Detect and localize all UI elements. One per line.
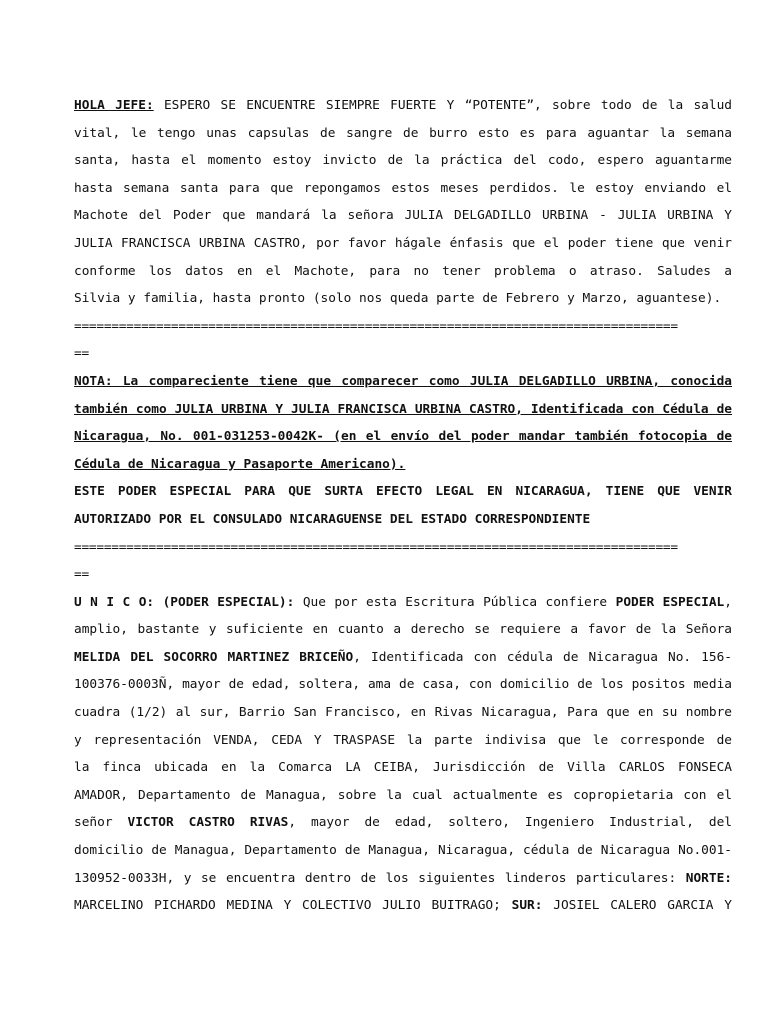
poder-line-11: [74, 865, 732, 893]
separator-tail: ==: [74, 567, 89, 583]
separator-tail: ==: [74, 346, 89, 362]
poder-line-1-text: Que por esta Escritura Pública confiere: [294, 594, 616, 610]
letter-line-6: JULIA FRANCISCA URBINA CASTRO, por favor hágale énfasis que el poder tiene que venir: [74, 235, 732, 251]
document-page: [74, 92, 732, 920]
letter-line-4: hasta semana santa para que repongamos estos meses perdidos. le estoy enviando el: [74, 180, 732, 196]
letter-line-1-text: ESPERO SE ENCUENTRE SIEMPRE FUERTE Y “POTENTE”, sobre todo de la salud: [153, 98, 732, 113]
nota-line-1: NOTA: La compareciente tiene que comparecer como JULIA DELGADILLO URBINA, conocida: [74, 373, 732, 389]
poder-line-10: domicilio de Managua, Departamento de Managua, Nicaragua, cédula de Nicaragua No.001-: [74, 843, 732, 859]
poder-line-9-text: señor: [74, 815, 128, 831]
letter-line-8: Silvia y familia, hasta pronto (solo nos queda parte de Febrero y Marzo, aguantese).: [74, 291, 722, 307]
norte-label: NORTE:: [685, 870, 732, 886]
victor-name: VICTOR CASTRO RIVAS: [127, 815, 289, 831]
separator-line: =================================================================================: [74, 318, 678, 334]
nota-line-2: también como JULIA URBINA Y JULIA FRANCISCA URBINA CASTRO, Identificada con Cédula de: [74, 401, 732, 417]
poder-line-1: [74, 589, 732, 617]
nota-warning-line-1: ESTE PODER ESPECIAL PARA QUE SURTA EFECTO LEGAL EN NICARAGUA, TIENE QUE VENIR: [74, 484, 732, 500]
nota-section: [74, 368, 732, 534]
poder-heading: U N I C O: (PODER ESPECIAL):: [74, 594, 295, 610]
poder-line-12-text: MARCELINO PICHARDO MEDINA Y COLECTIVO JULIO BUITRAGO;: [74, 898, 512, 914]
poder-section: [74, 589, 732, 920]
separator-line: =================================================================================: [74, 539, 678, 555]
poder-line-3-text: , Identificada con cédula de Nicaragua No. 156-: [353, 649, 732, 665]
poder-line-1-end: ,: [724, 594, 732, 610]
melida-name: MELIDA DEL SOCORRO MARTINEZ BRICEÑO: [74, 649, 354, 665]
poder-line-7: la finca ubicada en la Comarca LA CEIBA, Jurisdicción de Villa CARLOS FONSECA: [74, 760, 732, 776]
poder-line-12: [74, 892, 732, 920]
letter-greeting: HOLA JEFE:: [74, 98, 154, 113]
poder-line-6: y representación VENDA, CEDA Y TRASPASE la parte indivisa que le corresponde de: [74, 732, 732, 748]
poder-line-11-text: 130952-0033H, y se encuentra dentro de los siguientes linderos particulares:: [74, 870, 686, 886]
letter-line-5: Machote del Poder que mandará la señora JULIA DELGADILLO URBINA - JULIA URBINA Y: [74, 208, 732, 224]
nota-line-4: Cédula de Nicaragua y Pasaporte Americano).: [74, 456, 406, 472]
nota-warning-line-2: AUTORIZADO POR EL CONSULADO NICARAGUENSE DEL ESTADO CORRESPONDIENTE: [74, 511, 591, 527]
sur-label: SUR:: [511, 898, 543, 914]
poder-especial-bold: PODER ESPECIAL: [615, 594, 725, 610]
poder-line-8: AMADOR, Departamento de Managua, sobre la cual actualmente es copropietaria con el: [74, 787, 732, 803]
poder-line-9: [74, 809, 732, 837]
letter-line-7: conforme los datos en el Machote, para no tener problema o atraso. Saludes a: [74, 263, 732, 279]
poder-line-2: amplio, bastante y suficiente en cuanto a derecho se requiere a favor de la Señora: [74, 622, 732, 638]
poder-line-3: [74, 644, 732, 672]
poder-line-5: cuadra (1/2) al sur, Barrio San Francisco, en Rivas Nicaragua, Para que en su nombre: [74, 705, 732, 721]
poder-line-9-end: , mayor de edad, soltero, Ingeniero Industrial, del: [288, 815, 732, 831]
letter-line-1: [74, 92, 732, 120]
letter-line-2: vital, le tengo unas capsulas de sangre de burro esto es para aguantar la semana: [74, 125, 732, 141]
poder-line-12-end: JOSIEL CALERO GARCIA Y: [542, 898, 732, 914]
letter-section: [74, 92, 732, 313]
nota-line-3: Nicaragua, No. 001-031253-0042K- (en el envío del poder mandar también fotocopia de: [74, 429, 732, 445]
letter-line-3: santa, hasta el momento estoy invicto de la práctica del codo, espero aguantarme: [74, 153, 732, 169]
poder-line-4: 100376-0003Ñ, mayor de edad, soltera, ama de casa, con domicilio de los positos media: [74, 677, 732, 693]
